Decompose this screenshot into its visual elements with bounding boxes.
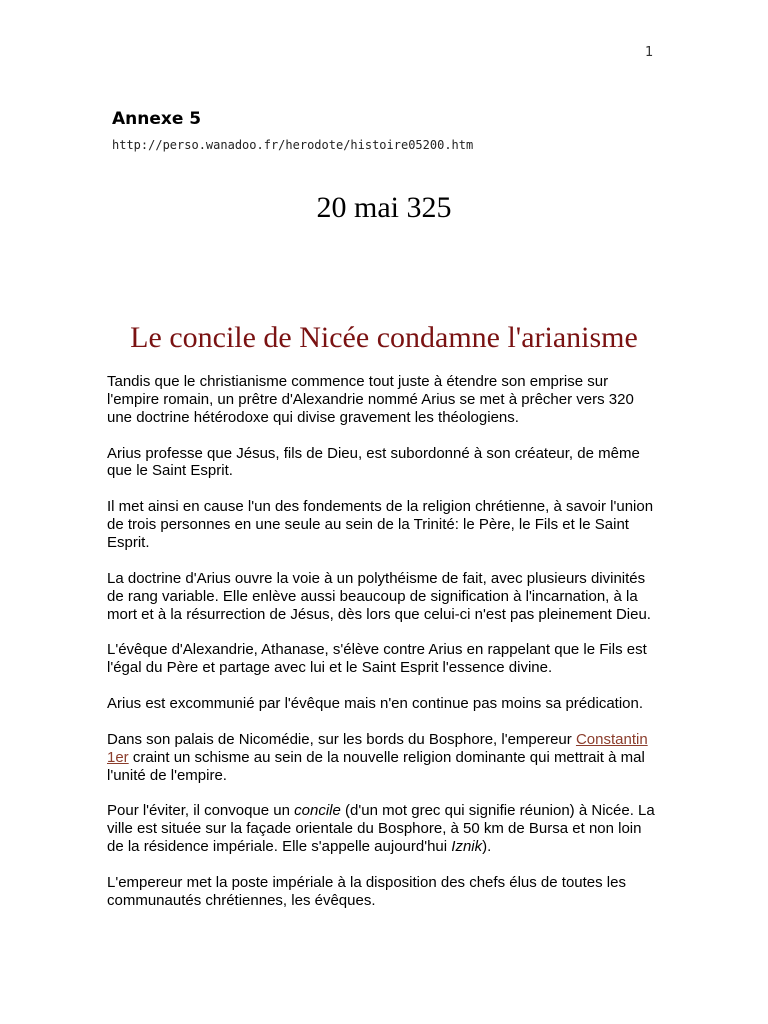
italic-term: Iznik xyxy=(451,838,483,856)
paragraph xyxy=(107,874,747,910)
paragraph-line: l'égal du Père et partage avec lui et le Saint Esprit l'essence divine. xyxy=(107,659,553,677)
paragraph-line: mort et à la résurrection de Jésus, dès lors que celui-ci n'est pas pleinement Dieu. xyxy=(107,605,651,623)
paragraph-line: La doctrine d'Arius ouvre la voie à un polythéisme de fait, avec plusieurs divinités xyxy=(107,569,646,587)
paragraph-line: Esprit. xyxy=(107,534,150,552)
paragraph xyxy=(107,570,747,624)
paragraph-line xyxy=(107,749,747,767)
constantin-link[interactable]: Constantin xyxy=(575,730,648,748)
paragraph-line: communautés chrétiennes, les évêques. xyxy=(107,891,376,909)
constantin-link[interactable]: 1er xyxy=(107,748,129,766)
paragraph xyxy=(107,731,747,785)
paragraph-line: une doctrine hétérodoxe qui divise gravement les théologiens. xyxy=(107,408,519,426)
paragraph-line: Arius professe que Jésus, fils de Dieu, est subordonné à son créateur, de même xyxy=(107,444,640,462)
paragraph-line: de trois personnes en une seule au sein de la Trinité: le Père, le Fils et le Saint xyxy=(107,516,629,534)
paragraph-line: Il met ainsi en cause l'un des fondements de la religion chrétienne, à savoir l'union xyxy=(107,498,654,516)
paragraph xyxy=(107,641,747,677)
paragraph-line: Tandis que le christianisme commence tout juste à étendre son emprise sur xyxy=(107,373,609,390)
paragraph-line: Arius est excommunié par l'évêque mais n'en continue pas moins sa prédication. xyxy=(107,695,644,713)
paragraph-line: L'évêque d'Alexandrie, Athanase, s'élève contre Arius en rappelant que le Fils est xyxy=(107,641,647,659)
text-run: (d'un mot grec qui signifie réunion) à Nicée. La xyxy=(340,802,655,820)
paragraph-line: de rang variable. Elle enlève aussi beaucoup de signification à l'incarnation, à la xyxy=(107,587,638,605)
italic-term: concile xyxy=(294,802,341,820)
article-title: Le concile de Nicée condamne l'arianisme xyxy=(130,321,638,354)
text-run: ). xyxy=(482,838,492,856)
paragraph xyxy=(107,498,747,552)
paragraph-line: L'empereur met la poste impériale à la disposition des chefs élus de toutes les xyxy=(107,873,626,891)
paragraph xyxy=(107,802,747,856)
page-number: 1 xyxy=(645,45,654,60)
date-heading: 20 mai 325 xyxy=(316,191,452,224)
paragraph xyxy=(107,695,747,713)
paragraph-line xyxy=(107,731,747,749)
paragraph xyxy=(107,373,747,427)
paragraph-line xyxy=(107,838,747,856)
paragraph-line xyxy=(107,802,747,820)
paragraph-line: que le Saint Esprit. xyxy=(107,462,233,480)
annex-label: Annexe 5 xyxy=(112,109,202,129)
article-body xyxy=(107,373,747,928)
source-url: http://perso.wanadoo.fr/herodote/histoire05200.htm xyxy=(112,138,474,152)
text-run: craint un schisme au sein de la nouvelle religion dominante qui mettrait à mal xyxy=(128,748,645,766)
paragraph xyxy=(107,445,747,481)
paragraph-line: l'empire romain, un prêtre d'Alexandrie nommé Arius se met à prêcher vers 320 xyxy=(107,390,634,408)
text-run: Pour l'éviter, il convoque un xyxy=(107,802,295,820)
paragraph-line: l'unité de l'empire. xyxy=(107,766,227,784)
paragraph-line: ville est située sur la façade orientale du Bosphore, à 50 km de Bursa et non loin xyxy=(107,820,642,838)
text-run: de la résidence impériale. Elle s'appelle aujourd'hui xyxy=(107,838,452,856)
text-run: Dans son palais de Nicomédie, sur les bords du Bosphore, l'empereur xyxy=(107,730,576,748)
